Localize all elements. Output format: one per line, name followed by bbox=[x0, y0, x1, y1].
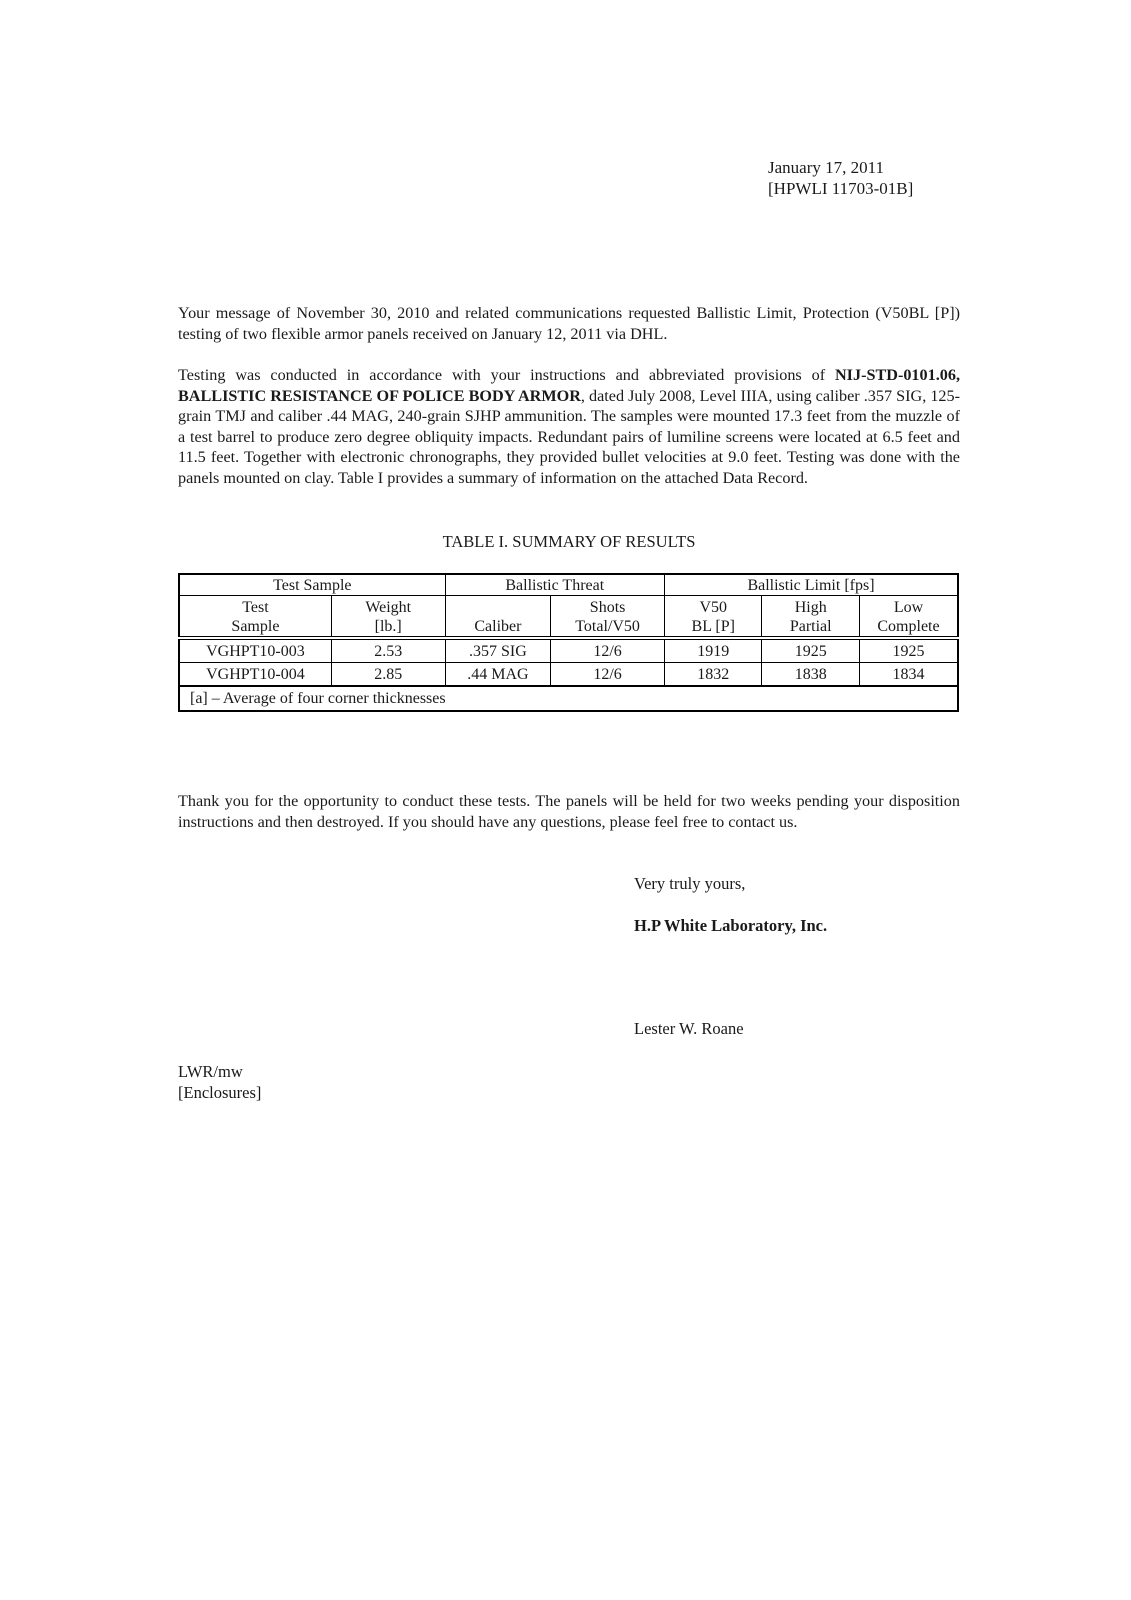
table-footnote: [a] – Average of four corner thicknesses bbox=[179, 686, 958, 711]
typist-initials: LWR/mw bbox=[178, 1062, 243, 1081]
reference-number: [HPWLI 11703-01B] bbox=[768, 179, 914, 198]
results-table bbox=[178, 573, 959, 712]
closing-paragraph: Thank you for the opportunity to conduct these tests. The panels will be held for two weeks pending your disposition instructions and then destroyed. If you should have any questions, please feel free to contact us. bbox=[178, 792, 960, 831]
salutation: Very truly yours, bbox=[634, 874, 746, 893]
column-header-shots bbox=[551, 596, 665, 639]
column-header-caliber bbox=[445, 596, 551, 639]
group-header-ballistic-threat: Ballistic Threat bbox=[445, 574, 664, 596]
cell-caliber: .357 SIG bbox=[445, 638, 551, 663]
company-name: H.P White Laboratory, Inc. bbox=[634, 916, 828, 935]
intro-paragraph: Your message of November 30, 2010 and related communications requested Ballistic Limit, Protection (V50BL [P]) testing of two flexible armor panels received on January 12, 2011 via DHL. bbox=[178, 304, 960, 343]
reference-initials-block bbox=[178, 1061, 261, 1103]
letter-header bbox=[768, 157, 913, 199]
column-header-line2: Complete bbox=[877, 618, 940, 635]
column-header-line1: Shots bbox=[589, 599, 626, 616]
column-header-line2: Caliber bbox=[474, 618, 522, 635]
table-column-header-row bbox=[179, 596, 958, 639]
cell-v50: 1832 bbox=[664, 663, 762, 687]
column-header-low-complete bbox=[859, 596, 958, 639]
table-footnote-row bbox=[179, 686, 958, 711]
signatory-name: Lester W. Roane bbox=[634, 1019, 744, 1038]
column-header-line1: Test bbox=[242, 599, 269, 616]
cell-high-partial: 1838 bbox=[762, 663, 860, 687]
letter-date: January 17, 2011 bbox=[768, 158, 884, 177]
column-header-line1: Weight bbox=[365, 599, 412, 616]
column-header-v50 bbox=[664, 596, 762, 639]
column-header-test-sample bbox=[179, 596, 331, 639]
method-details-text: , dated July 2008, Level IIIA, using caliber .357 SIG, 125-grain TMJ and caliber .44 MAG, 240-grain SJHP ammunition. The samples were mounted 17.3 feet from the muzzle of a test barrel to produce zero degree obliquity impacts. Redundant pairs of lumiline screens were located at 6.5 feet and 11.5 feet. Together with electronic chronographs, they provided bullet velocities at 9.0 feet. Testing was done with the panels mounted on clay. Table I provides a summary of information on the attached Data Record. bbox=[178, 386, 961, 487]
cell-weight: 2.53 bbox=[331, 638, 445, 663]
group-header-ballistic-limit: Ballistic Limit [fps] bbox=[664, 574, 958, 596]
method-intro-text: Testing was conducted in accordance with your instructions and abbreviated provisions of bbox=[178, 366, 835, 384]
column-header-line2: Total/V50 bbox=[575, 618, 640, 635]
cell-shots: 12/6 bbox=[551, 663, 665, 687]
cell-high-partial: 1925 bbox=[762, 638, 860, 663]
column-header-line2: Sample bbox=[231, 618, 280, 635]
column-header-high-partial bbox=[762, 596, 860, 639]
standard-name: NIJ-STD-0101.06, BALLISTIC RESISTANCE OF POLICE BODY ARMOR bbox=[178, 366, 960, 405]
column-header-weight bbox=[331, 596, 445, 639]
cell-weight: 2.85 bbox=[331, 663, 445, 687]
column-header-line1: High bbox=[794, 599, 827, 616]
table-title: TABLE I. SUMMARY OF RESULTS bbox=[442, 532, 696, 551]
column-header-line1: Low bbox=[893, 599, 924, 616]
table-row bbox=[179, 638, 958, 663]
cell-shots: 12/6 bbox=[551, 638, 665, 663]
table-row bbox=[179, 663, 958, 687]
cell-test-sample: VGHPT10-004 bbox=[179, 663, 331, 687]
cell-v50: 1919 bbox=[664, 638, 762, 663]
cell-caliber: .44 MAG bbox=[445, 663, 551, 687]
cell-low-complete: 1925 bbox=[859, 638, 958, 663]
cell-low-complete: 1834 bbox=[859, 663, 958, 687]
enclosures-note: [Enclosures] bbox=[178, 1083, 262, 1102]
cell-test-sample: VGHPT10-003 bbox=[179, 638, 331, 663]
table-group-header-row bbox=[179, 574, 958, 596]
method-paragraph bbox=[178, 365, 960, 489]
group-header-test-sample: Test Sample bbox=[179, 574, 445, 596]
column-header-line2: Partial bbox=[789, 618, 832, 635]
column-header-line1: V50 bbox=[699, 599, 727, 616]
column-header-line2: [lb.] bbox=[374, 618, 402, 635]
column-header-line2: BL [P] bbox=[691, 618, 735, 635]
